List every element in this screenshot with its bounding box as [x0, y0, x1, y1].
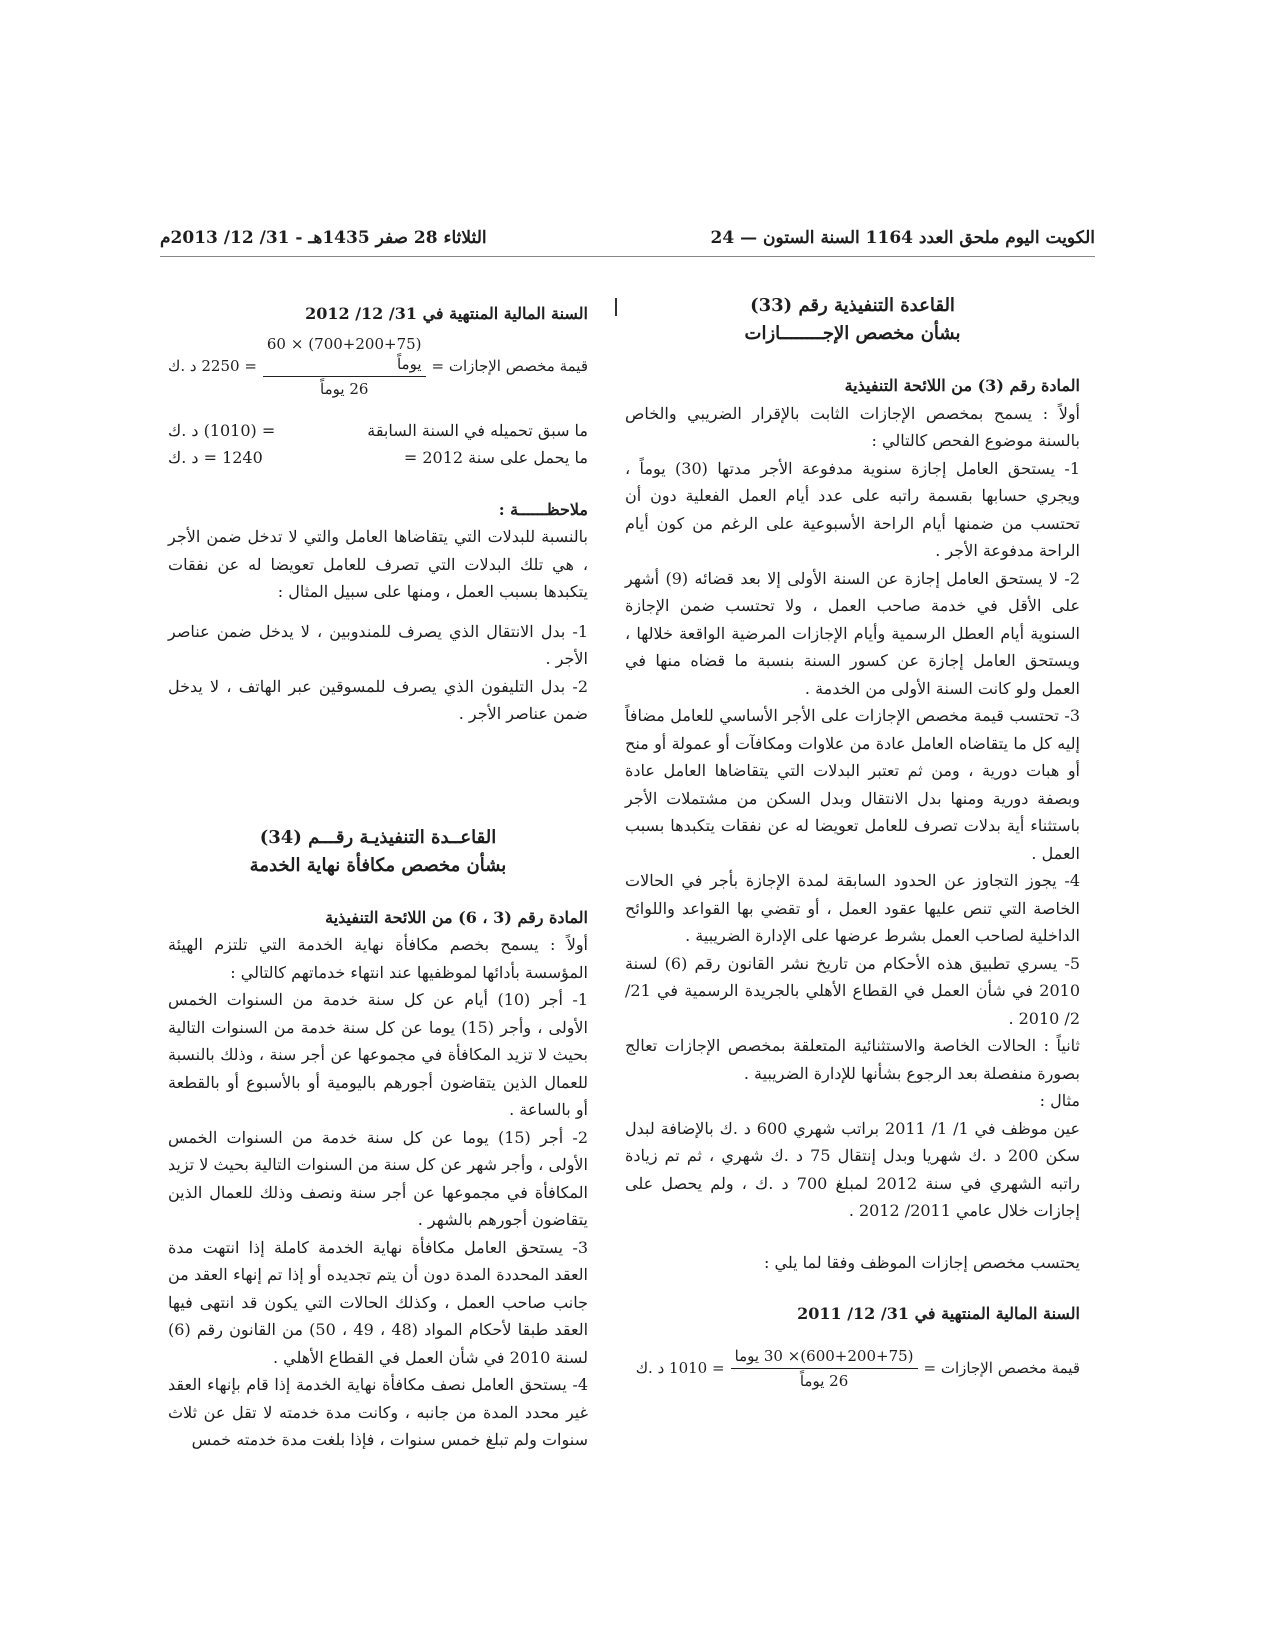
fraction-numerator: (600+200+75)× 30 يوما — [731, 1346, 918, 1369]
rule-33-para-1: أولاً : يسمح بمخصص الإجازات الثابت بالإقرار الضريبي والخاص بالسنة موضوع الفحص كالتالي : — [625, 403, 1080, 450]
note-para-2: 1- بدل الانتقال الذي يصرف للمندوبين ، لا يدخل ضمن عناصر الأجر . — [168, 621, 588, 668]
rule-34-para-5: 4- يستحق العامل نصف مكافأة نهاية الخدمة إذا قام بإنهاء العقد غير محدد المدة من جانبه ، وكانت مدة خدمته لا تقل عن ثلاث سنوات ولم تبلغ خمس سنوات ، فإذا بلغت مدة خدمته خمس — [168, 1375, 588, 1449]
rule-34-para-2: 1- أجر (10) أيام عن كل سنة خدمة من السنوات الخمس الأولى ، وأجر (15) يوما عن كل سنة خدمة من السنوات التالية بحيث لا تزيد المكافأة في مجموعها عن أجر سنة ، وذلك بالنسبة للعمال الذين يتقاضون أجورهم باليومية أو بالأسبوع أو بالقطعة أو بالساعة . — [168, 990, 588, 1119]
rule-33-example: عين موظف في 1/ 1/ 2011 براتب شهري 600 د .ك بالإضافة لبدل سكن 200 د .ك شهريا وبدل إنتقال 75 د .ك شهري ، ثم تم زيادة راتبه الشهري في سنة 2012 لمبلغ 700 د .ك ، ولم يحصل على إجازات خلال عامي 2011/ 2012 . — [625, 1118, 1081, 1220]
rule-33-subtitle: بشأن مخصص الإجــــــــازات — [744, 323, 961, 344]
current-year-label: ما يحمل على سنة 2012 = — [403, 448, 588, 467]
rule-33-calc-intro: يحتسب مخصص إجازات الموظف وفقا لما يلي : — [764, 1252, 1080, 1272]
formula-result: = 2250 د .ك — [168, 357, 257, 375]
fraction — [731, 1346, 918, 1391]
formula-2011 — [625, 1346, 1080, 1391]
rule-34-para-4: 3- يستحق العامل مكافأة نهاية الخدمة كاملة إذا انتهت مدة العقد المحددة المدة دون أن يتم تجديده أو إذا تم إنهاء العقد من جانب صاحب العمل ، وكذلك الحالات التي يكون قد انتهى فيها العقد طبقا لأحكام المواد (48 ، 49 ، 50) من القانون رقم (6) لسنة 2010 في شأن العمل في القطاع الأهلي . — [168, 1237, 589, 1367]
formula-label: قيمة مخصص الإجازات = — [923, 1359, 1080, 1377]
current-year-value: 1240 = د .ك — [168, 448, 263, 467]
previous-year-label: ما سبق تحميله في السنة السابقة — [367, 420, 588, 440]
header-publication: الكويت اليوم ملحق العدد 1164 السنة الستون — 24 — [710, 228, 1095, 248]
year-2012-title: السنة المالية المنتهية في 31/ 12/ 2012 — [305, 304, 588, 323]
rule-33-para-3: 2- لا يستحق العامل إجازة عن السنة الأولى إلا بعد قضائه (9) أشهر على الأقل في خدمة صاحب العمل ، ولا تحتسب ضمن الإجازة السنوية أيام العطل الرسمية وأيام الإجازات المرضية الواقعة خلالها ، ويستحق العامل إجازة عن كسور السنة بنسبة ما قضاه منها في العمل ولو كانت السنة الأولى من الخدمة . — [625, 568, 1080, 698]
fraction-numerator: (700+200+75) × 60 يوماً — [263, 334, 426, 377]
rule-34-para-3: 2- أجر (15) يوما عن كل سنة خدمة من السنوات الخمس الأولى ، وأجر شهر عن كل سنة من السنوات التالية بحيث لا تزيد المكافأة في مجموعها عن أجر سنة ونصف وذلك للعمال الذين يتقاضون أجورهم بالشهر . — [168, 1127, 589, 1229]
rule-34-para-1: أولاً : يسمح بخصم مكافأة نهاية الخدمة التي تلتزم الهيئة المؤسسة بأدائها لموظفيها عند انتهاء خدماتهم كالتالي : — [168, 935, 588, 982]
rule-33-para-2: 1- يستحق العامل إجازة سنوية مدفوعة الأجر مدتها (30) يوماً ، ويجري حسابها بقسمة راتبه على عدد أيام العمل الفعلية دون أن تحتسب من ضمنها أيام الراحة الأسبوعية على الرغم من كون أيام الراحة مدفوعة الأجر . — [625, 458, 1081, 560]
previous-year-value: = (1010) د .ك — [168, 420, 276, 440]
rule-33-para-5: 4- يجوز التجاوز عن الحدود السابقة لمدة الإجازة بأجر في الحالات الخاصة التي تنص عليها عقود العمل ، أو تقضي بها القواعد واللوائح الداخلية لصاحب العمل بشرط عرضها على الإدارة الضريبية . — [625, 871, 1080, 945]
formula-result: = 1010 د .ك — [635, 1359, 725, 1377]
column-divider — [615, 298, 617, 316]
formula-2012 — [168, 334, 588, 399]
note-para-1: بالنسبة للبدلات التي يتقاضاها العامل والتي لا تدخل ضمن الأجر ، هي تلك البدلات التي تصرف للعامل تعويضا له عن نفقات يتكبدها بسبب العمل ، ومنها على سبيل المثال : — [168, 527, 588, 601]
fraction-denominator: 26 يوماً — [320, 379, 369, 398]
rule-33-title: القاعدة التنفيذية رقم (33) — [750, 295, 955, 316]
page-header — [160, 222, 1095, 252]
current-year-row — [168, 444, 588, 472]
rule-33-para-6: 5- يسري تطبيق هذه الأحكام من تاريخ نشر القانون رقم (6) لسنة 2010 في شأن العمل في القطاع الأهلي بالجريدة الرسمية في 21/ 2/ 2010 . — [625, 953, 1080, 1028]
year-2011-title: السنة المالية المنتهية في 31/ 12/ 2011 — [797, 1304, 1080, 1323]
fraction — [263, 334, 426, 399]
previous-year-row — [168, 417, 588, 445]
rule-33-example-label: مثال : — [1039, 1091, 1080, 1110]
left-column — [168, 300, 588, 1454]
rule-33-para-7: ثانياً : الحالات الخاصة والاستثنائية المتعلقة بمخصص الإجازات تعالج بصورة منفصلة بعد الرجوع بشأنها للإدارة الضريبية . — [625, 1036, 1080, 1083]
rule-33-article: المادة رقم (3) من اللائحة التنفيذية — [844, 376, 1080, 395]
formula-label: قيمة مخصص الإجازات = — [431, 357, 588, 375]
rule-34-article: المادة رقم (3 ، 6) من اللائحة التنفيذية — [325, 907, 588, 927]
fraction-denominator: 26 يوماً — [799, 1371, 849, 1390]
rule-34-subtitle: بشأن مخصص مكافأة نهاية الخدمة — [249, 854, 507, 876]
note-para-3: 2- بدل التليفون الذي يصرف للمسوقين عبر الهاتف ، لا يدخل ضمن عناصر الأجر . — [168, 676, 588, 723]
header-rule — [160, 256, 1095, 257]
rule-34-title: القاعــدة التنفيذيـة رقـــم (34) — [259, 826, 497, 848]
right-column — [625, 292, 1080, 1397]
rule-33-para-4: 3- تحتسب قيمة مخصص الإجازات على الأجر الأساسي للعامل مضافاً إليه كل ما يتقاضاه العامل عادة من علاوات ومكافآت أو عمولة أو منح أو هبات دورية ، ومن ثم تعتبر البدلات التي يتقاضاها العامل عادة وبصفة دورية ومنها بدل الانتقال وبدل السكن من مشتملات الأجر باستثناء أية بدلات تصرف للعامل تعويضا له عن نفقات يتكبدها بسبب العمل . — [625, 706, 1080, 863]
note-title: ملاحظــــــة : — [498, 499, 588, 519]
header-date: الثلاثاء 28 صفر 1435هـ - 31/ 12/ 2013م — [160, 228, 487, 248]
